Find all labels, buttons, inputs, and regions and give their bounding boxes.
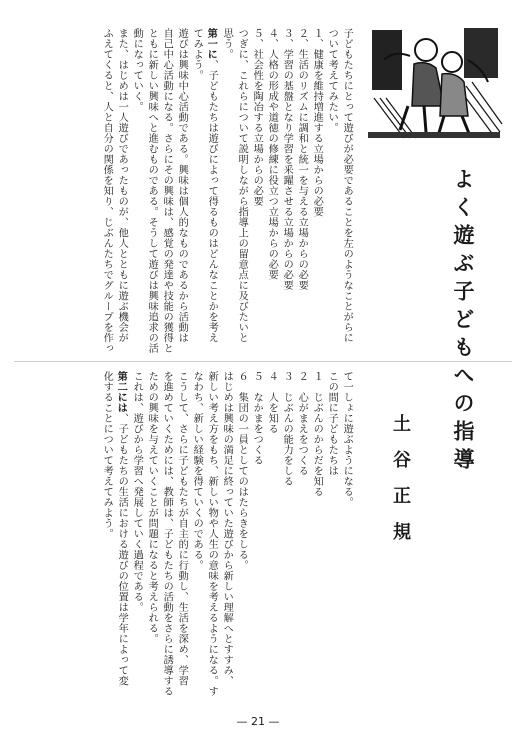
- text-column: ２、生活のリズムに調和と統一を与える立場からの必要: [296, 28, 308, 291]
- text-column: ３、学習の基盤となり学習を釆躍させる立場からの必要: [281, 28, 293, 291]
- text-column: ５、社会性を陶冶する立場からの必要: [251, 28, 263, 207]
- text-column: １ じぶんのからだを知る: [311, 371, 323, 497]
- text-column: 子どもたちにとって遊びが必要であることを左のようなことがらに: [341, 28, 353, 343]
- text-column: ４ 人を知る: [266, 371, 278, 434]
- text-column: ついて考えてみたい。: [326, 28, 338, 133]
- text-column: ５ なかまをつくる: [251, 371, 263, 466]
- text-column: 化することについて考えてみよう。: [101, 371, 113, 539]
- text-column: なわち、新しい経験を得ていくのである。: [191, 371, 203, 571]
- horizontal-divider: [14, 361, 512, 362]
- text-column: ための興味を与えていくことが問題になると考えられる。: [146, 371, 158, 644]
- text-column: これは、遊びから学習へ発展していく過程である。: [131, 371, 143, 613]
- emphasized-text: 第一に: [205, 28, 218, 60]
- text-column: 第一に、子どもたちは遊びによって得るものはどんなことかを考え: [205, 28, 218, 343]
- text-column: て一しょに遊ぶようになる。: [341, 371, 353, 508]
- page-number: — 21 —: [236, 715, 280, 728]
- text-column: 動になっていく。: [131, 28, 143, 112]
- children-playing-illustration: [364, 20, 504, 144]
- text-column: ３ じぶんの能力をしる: [281, 371, 293, 487]
- text-column: また、はじめは一人遊びであったものが、他人とともに遊ぶ機会が: [116, 28, 128, 343]
- text-column: はじめは興味の満足に終っていた遊びから新しい理解へとすすみ、: [221, 371, 233, 686]
- text-column: ４、人格の形成や道徳の修練に役立つ立場からの必要: [266, 28, 278, 280]
- text-column: 思う。: [221, 28, 233, 60]
- text-column: 自己中心活動になる。さらにその興味は、感覚の発達や技能の獲得と: [161, 28, 173, 354]
- text-column: てみよう。: [191, 28, 203, 81]
- text-column: こうして、さらに子どもたちが自主的に行動し、生活を深め、学習: [176, 371, 188, 686]
- text-column: ２ 心がまえをつくる: [296, 371, 308, 476]
- text-column: ふえてくると、人と自分の関係を知り、じぶんたちでグループを作っ: [101, 28, 113, 354]
- text-column: １、健康を維持増進する立場からの必要: [311, 28, 323, 217]
- text-column: 遊びは興味中心活動である。興味は個人的なものであるから活動は: [176, 28, 188, 343]
- text-column: つぎに、これらについて説明しながら指導上の留意点に及びたいと: [236, 28, 248, 343]
- text-column: 新しい考え方をもち、新しい物や人生の意味を考えるようになる。す: [206, 371, 218, 697]
- text-column: ともに新しい興味へと進むものである。そうして遊びは興味追求の活: [146, 28, 158, 354]
- text-column: この間に子どもたちは: [326, 371, 338, 476]
- emphasized-text: 第二には: [115, 371, 128, 413]
- article-title: よく遊ぶ子どもへの指導: [451, 168, 476, 476]
- text-column: を進めていくためには、教師は、子どもたちの活動をさらに誘導する: [161, 371, 173, 697]
- text-column: ６ 集団の一員としてのはたらきをしる。: [236, 371, 248, 571]
- author-name: 土 谷 正 規: [390, 414, 411, 540]
- text-column: 第二には、子どもたちの生活における遊びの位置は学年によって変: [115, 371, 128, 686]
